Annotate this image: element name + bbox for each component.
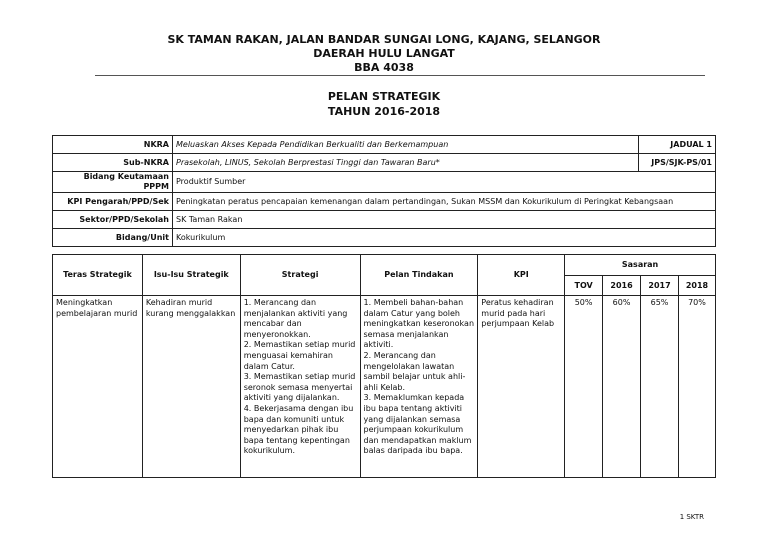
info-row-sektor xyxy=(53,211,716,229)
info-row-bidang xyxy=(53,172,716,193)
cell-2017: 65% xyxy=(641,296,679,478)
unit-value: Kokurikulum xyxy=(173,229,716,247)
info-row-subnkra xyxy=(53,154,716,172)
strategic-plan-table xyxy=(52,254,716,478)
school-name: SK TAMAN RAKAN, JALAN BANDAR SUNGAI LONG, KAJANG, SELANGOR xyxy=(167,33,601,46)
district-name: DAERAH HULU LANGAT xyxy=(313,47,455,60)
nkra-label: NKRA xyxy=(53,136,173,154)
cell-2016: 60% xyxy=(603,296,641,478)
col-2017: 2017 xyxy=(641,276,679,296)
info-table xyxy=(52,135,716,247)
col-pelan: Pelan Tindakan xyxy=(360,255,478,296)
col-teras: Teras Strategik xyxy=(53,255,143,296)
info-row-unit xyxy=(53,229,716,247)
kpi-label: KPI Pengarah/PPD/Sek xyxy=(53,193,173,211)
page-footer: 1 SKTR xyxy=(679,513,704,521)
cell-strategi: 1. Merancang dan menjalankan aktiviti yang mencabar dan menyeronokkan. 2. Memastikan setiap murid menguasai kemahiran dalam Catur. 3. Memastikan setiap murid seronok semasa menyertai aktiviti yang dijalankan. 4. Bekerjasama dengan ibu bapa dan komuniti untuk menyedarkan pihak ibu bapa tentang kepentingan kokurikulum. xyxy=(240,296,360,478)
col-kpi: KPI xyxy=(478,255,565,296)
jadual-label: JADUAL 1 xyxy=(639,136,716,154)
school-code: BBA 4038 xyxy=(354,61,414,74)
sektor-value: SK Taman Rakan xyxy=(173,211,716,229)
kpi-value: Peningkatan peratus pencapaian kemenangan dalam pertandingan, Sukan MSSM dan Kokurikulum di Peringkat Kebangsaan xyxy=(173,193,716,211)
table-row xyxy=(53,296,716,478)
cell-tov: 50% xyxy=(565,296,603,478)
sektor-label: Sektor/PPD/Sekolah xyxy=(53,211,173,229)
nkra-value: Meluaskan Akses Kepada Pendidikan Berkualiti dan Berkemampuan xyxy=(173,136,639,154)
cell-isu: Kehadiran murid kurang menggalakkan xyxy=(142,296,240,478)
cell-teras: Meningkatkan pembelajaran murid xyxy=(53,296,143,478)
col-tov: TOV xyxy=(565,276,603,296)
col-2018: 2018 xyxy=(678,276,715,296)
plan-title: PELAN STRATEGIK xyxy=(327,90,441,103)
cell-pelan: 1. Membeli bahan-bahan dalam Catur yang boleh meningkatkan keseronokan semasa menjalankan aktiviti. 2. Merancang dan mengelolakan lawatan sambil belajar untuk ahli-ahli Kelab. 3. Memaklumkan kepada ibu bapa tentang aktiviti yang dijalankan semasa perjumpaan kokurikulum dan mendapatkan maklum balas daripada ibu bapa. xyxy=(360,296,478,478)
info-row-kpi xyxy=(53,193,716,211)
bidang-value: Produktif Sumber xyxy=(173,172,716,193)
ref-code: JPS/SJK-PS/01 xyxy=(639,154,716,172)
info-row-nkra xyxy=(53,136,716,154)
bidang-label: Bidang Keutamaan PPPM xyxy=(53,172,173,193)
plan-year: TAHUN 2016-2018 xyxy=(327,105,441,118)
subnkra-label: Sub-NKRA xyxy=(53,154,173,172)
unit-label: Bidang/Unit xyxy=(53,229,173,247)
col-sasaran: Sasaran xyxy=(565,255,716,276)
header-divider xyxy=(95,75,705,76)
cell-kpi: Peratus kehadiran murid pada hari perjumpaan Kelab xyxy=(478,296,565,478)
subnkra-value: Prasekolah, LINUS, Sekolah Berprestasi Tinggi dan Tawaran Baru* xyxy=(173,154,639,172)
cell-2018: 70% xyxy=(678,296,715,478)
col-strategi: Strategi xyxy=(240,255,360,296)
col-isu: Isu-Isu Strategik xyxy=(142,255,240,296)
col-2016: 2016 xyxy=(603,276,641,296)
